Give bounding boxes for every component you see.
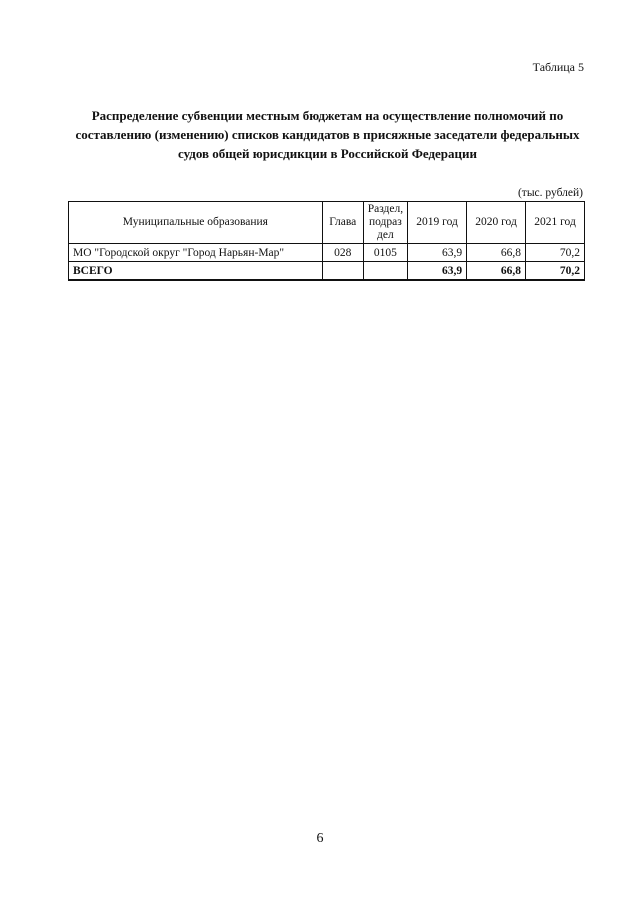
header-municipality: Муниципальные образования [69, 202, 323, 244]
cell-2019: 63,9 [408, 244, 467, 262]
header-chapter: Глава [322, 202, 363, 244]
header-section-line-2: подраз [368, 216, 402, 228]
cell-2021: 70,2 [526, 244, 585, 262]
total-2020: 66,8 [467, 262, 526, 281]
header-section-line-3: дел [377, 229, 394, 241]
cell-section: 0105 [363, 244, 407, 262]
title-line-1: Распределение субвенции местным бюджетам на осуществление полномочий по [91, 108, 564, 123]
allocation-table [68, 201, 585, 281]
table-label: Таблица 5 [532, 60, 584, 74]
header-section [363, 202, 407, 244]
total-2021: 70,2 [526, 262, 585, 281]
units-label: (тыс. рублей) [517, 187, 583, 199]
header-2021: 2021 год [526, 202, 585, 244]
table-row [69, 244, 585, 262]
title-line-3: судов общей юрисдикции в Российской Федерации [177, 146, 478, 161]
document-title [70, 106, 585, 163]
header-2019: 2019 год [408, 202, 467, 244]
cell-chapter: 028 [322, 244, 363, 262]
header-row [69, 202, 585, 244]
total-2019: 63,9 [408, 262, 467, 281]
total-label: ВСЕГО [69, 262, 323, 281]
cell-municipality: МО "Городской округ "Город Нарьян-Мар" [69, 244, 323, 262]
total-chapter-empty [322, 262, 363, 281]
page-number: 6 [316, 831, 324, 846]
title-line-2: составлению (изменению) списков кандидатов в присяжные заседатели федеральных [75, 127, 580, 142]
total-section-empty [363, 262, 407, 281]
header-2020: 2020 год [467, 202, 526, 244]
cell-2020: 66,8 [467, 244, 526, 262]
header-section-line-1: Раздел, [367, 203, 404, 215]
total-row [69, 262, 585, 281]
